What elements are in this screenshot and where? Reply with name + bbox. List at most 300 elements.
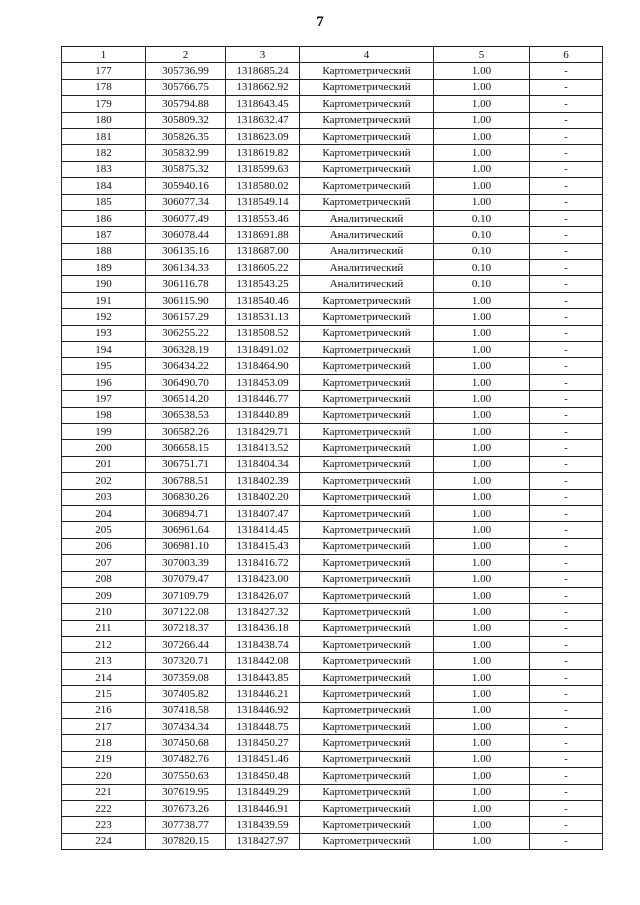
cell-note: - — [530, 833, 603, 849]
cell-method: Картометрический — [300, 735, 434, 751]
cell-point-number: 200 — [62, 440, 146, 456]
cell-accuracy: 1.00 — [434, 358, 530, 374]
cell-point-number: 189 — [62, 260, 146, 276]
cell-point-number: 216 — [62, 702, 146, 718]
cell-x-coordinate: 306788.51 — [146, 473, 226, 489]
cell-note: - — [530, 587, 603, 603]
cell-point-number: 198 — [62, 407, 146, 423]
table-row — [62, 489, 603, 505]
cell-y-coordinate: 1318429.71 — [226, 423, 300, 439]
cell-y-coordinate: 1318449.29 — [226, 784, 300, 800]
cell-method: Картометрический — [300, 620, 434, 636]
cell-x-coordinate: 307109.79 — [146, 587, 226, 603]
cell-point-number: 220 — [62, 768, 146, 784]
table-row — [62, 309, 603, 325]
cell-accuracy: 1.00 — [434, 309, 530, 325]
cell-x-coordinate: 307434.34 — [146, 719, 226, 735]
cell-x-coordinate: 307619.95 — [146, 784, 226, 800]
cell-x-coordinate: 305794.88 — [146, 96, 226, 112]
table-row — [62, 440, 603, 456]
cell-x-coordinate: 306582.26 — [146, 423, 226, 439]
cell-method: Картометрический — [300, 768, 434, 784]
cell-accuracy: 0.10 — [434, 227, 530, 243]
cell-y-coordinate: 1318413.52 — [226, 440, 300, 456]
table-row — [62, 653, 603, 669]
table-row — [62, 178, 603, 194]
cell-point-number: 206 — [62, 538, 146, 554]
cell-method: Картометрический — [300, 637, 434, 653]
cell-method: Картометрический — [300, 407, 434, 423]
table-row — [62, 604, 603, 620]
cell-point-number: 191 — [62, 292, 146, 308]
table-row — [62, 620, 603, 636]
cell-point-number: 209 — [62, 587, 146, 603]
cell-point-number: 188 — [62, 243, 146, 259]
table-row — [62, 79, 603, 95]
cell-y-coordinate: 1318450.27 — [226, 735, 300, 751]
cell-y-coordinate: 1318414.45 — [226, 522, 300, 538]
cell-note: - — [530, 735, 603, 751]
header-col-3: 3 — [226, 47, 300, 63]
header-row — [62, 47, 603, 63]
cell-x-coordinate: 307405.82 — [146, 686, 226, 702]
cell-accuracy: 1.00 — [434, 325, 530, 341]
cell-note: - — [530, 407, 603, 423]
cell-accuracy: 1.00 — [434, 374, 530, 390]
cell-y-coordinate: 1318402.39 — [226, 473, 300, 489]
cell-x-coordinate: 306830.26 — [146, 489, 226, 505]
cell-y-coordinate: 1318491.02 — [226, 342, 300, 358]
cell-accuracy: 0.10 — [434, 243, 530, 259]
cell-accuracy: 1.00 — [434, 178, 530, 194]
header-col-2: 2 — [146, 47, 226, 63]
cell-y-coordinate: 1318508.52 — [226, 325, 300, 341]
cell-y-coordinate: 1318439.59 — [226, 817, 300, 833]
cell-y-coordinate: 1318446.92 — [226, 702, 300, 718]
cell-point-number: 177 — [62, 63, 146, 79]
cell-note: - — [530, 194, 603, 210]
table-row — [62, 719, 603, 735]
cell-y-coordinate: 1318404.34 — [226, 456, 300, 472]
cell-point-number: 185 — [62, 194, 146, 210]
cell-point-number: 193 — [62, 325, 146, 341]
cell-accuracy: 1.00 — [434, 128, 530, 144]
cell-point-number: 190 — [62, 276, 146, 292]
cell-method: Картометрический — [300, 342, 434, 358]
cell-method: Картометрический — [300, 456, 434, 472]
cell-note: - — [530, 276, 603, 292]
cell-point-number: 197 — [62, 391, 146, 407]
cell-method: Аналитический — [300, 260, 434, 276]
cell-y-coordinate: 1318553.46 — [226, 210, 300, 226]
cell-point-number: 186 — [62, 210, 146, 226]
cell-method: Картометрический — [300, 571, 434, 587]
cell-x-coordinate: 307003.39 — [146, 555, 226, 571]
cell-note: - — [530, 423, 603, 439]
cell-method: Картометрический — [300, 96, 434, 112]
header-col-1: 1 — [62, 47, 146, 63]
header-col-4: 4 — [300, 47, 434, 63]
cell-x-coordinate: 306077.34 — [146, 194, 226, 210]
table-row — [62, 768, 603, 784]
cell-note: - — [530, 817, 603, 833]
cell-accuracy: 0.10 — [434, 210, 530, 226]
cell-method: Картометрический — [300, 309, 434, 325]
cell-note: - — [530, 456, 603, 472]
table-row — [62, 227, 603, 243]
cell-y-coordinate: 1318402.20 — [226, 489, 300, 505]
cell-accuracy: 1.00 — [434, 686, 530, 702]
cell-method: Картометрический — [300, 784, 434, 800]
cell-note: - — [530, 784, 603, 800]
cell-y-coordinate: 1318443.85 — [226, 669, 300, 685]
cell-x-coordinate: 307482.76 — [146, 751, 226, 767]
cell-note: - — [530, 243, 603, 259]
cell-accuracy: 0.10 — [434, 276, 530, 292]
header-col-5: 5 — [434, 47, 530, 63]
cell-point-number: 203 — [62, 489, 146, 505]
cell-point-number: 223 — [62, 817, 146, 833]
cell-method: Картометрический — [300, 587, 434, 603]
cell-accuracy: 1.00 — [434, 63, 530, 79]
table-row — [62, 161, 603, 177]
table-row — [62, 833, 603, 849]
cell-x-coordinate: 305940.16 — [146, 178, 226, 194]
cell-note: - — [530, 63, 603, 79]
cell-accuracy: 1.00 — [434, 768, 530, 784]
cell-accuracy: 1.00 — [434, 784, 530, 800]
cell-method: Аналитический — [300, 227, 434, 243]
cell-accuracy: 1.00 — [434, 522, 530, 538]
cell-method: Картометрический — [300, 79, 434, 95]
cell-y-coordinate: 1318691.88 — [226, 227, 300, 243]
cell-y-coordinate: 1318446.91 — [226, 800, 300, 816]
table-body — [62, 63, 603, 850]
cell-x-coordinate: 305766.75 — [146, 79, 226, 95]
cell-accuracy: 1.00 — [434, 145, 530, 161]
cell-method: Аналитический — [300, 243, 434, 259]
cell-point-number: 179 — [62, 96, 146, 112]
cell-x-coordinate: 306116.78 — [146, 276, 226, 292]
cell-method: Картометрический — [300, 686, 434, 702]
cell-note: - — [530, 653, 603, 669]
table-row — [62, 555, 603, 571]
cell-method: Картометрический — [300, 423, 434, 439]
cell-y-coordinate: 1318416.72 — [226, 555, 300, 571]
cell-accuracy: 1.00 — [434, 587, 530, 603]
cell-accuracy: 1.00 — [434, 112, 530, 128]
cell-method: Картометрический — [300, 555, 434, 571]
cell-method: Картометрический — [300, 505, 434, 521]
page-number: 7 — [316, 14, 324, 30]
cell-x-coordinate: 305875.32 — [146, 161, 226, 177]
cell-point-number: 213 — [62, 653, 146, 669]
cell-x-coordinate: 306894.71 — [146, 505, 226, 521]
cell-note: - — [530, 669, 603, 685]
cell-point-number: 180 — [62, 112, 146, 128]
cell-x-coordinate: 306255.22 — [146, 325, 226, 341]
cell-accuracy: 1.00 — [434, 800, 530, 816]
cell-accuracy: 1.00 — [434, 194, 530, 210]
cell-method: Картометрический — [300, 128, 434, 144]
cell-x-coordinate: 307550.63 — [146, 768, 226, 784]
cell-point-number: 201 — [62, 456, 146, 472]
cell-accuracy: 1.00 — [434, 505, 530, 521]
cell-x-coordinate: 306115.90 — [146, 292, 226, 308]
cell-y-coordinate: 1318448.75 — [226, 719, 300, 735]
cell-y-coordinate: 1318438.74 — [226, 637, 300, 653]
cell-note: - — [530, 620, 603, 636]
cell-x-coordinate: 306961.64 — [146, 522, 226, 538]
cell-note: - — [530, 128, 603, 144]
table-row — [62, 342, 603, 358]
cell-accuracy: 1.00 — [434, 571, 530, 587]
cell-accuracy: 1.00 — [434, 292, 530, 308]
table-row — [62, 325, 603, 341]
cell-accuracy: 1.00 — [434, 96, 530, 112]
table-row — [62, 243, 603, 259]
cell-point-number: 218 — [62, 735, 146, 751]
cell-y-coordinate: 1318446.77 — [226, 391, 300, 407]
cell-note: - — [530, 178, 603, 194]
table-row — [62, 292, 603, 308]
cell-note: - — [530, 374, 603, 390]
cell-method: Картометрический — [300, 751, 434, 767]
table-row — [62, 260, 603, 276]
cell-accuracy: 1.00 — [434, 538, 530, 554]
cell-note: - — [530, 227, 603, 243]
cell-note: - — [530, 637, 603, 653]
cell-method: Картометрический — [300, 489, 434, 505]
cell-x-coordinate: 305809.32 — [146, 112, 226, 128]
cell-y-coordinate: 1318605.22 — [226, 260, 300, 276]
cell-y-coordinate: 1318427.97 — [226, 833, 300, 849]
cell-accuracy: 1.00 — [434, 456, 530, 472]
table-row — [62, 702, 603, 718]
cell-note: - — [530, 325, 603, 341]
table-row — [62, 522, 603, 538]
cell-point-number: 221 — [62, 784, 146, 800]
cell-note: - — [530, 79, 603, 95]
table-row — [62, 407, 603, 423]
table-row — [62, 96, 603, 112]
cell-point-number: 181 — [62, 128, 146, 144]
cell-x-coordinate: 306157.29 — [146, 309, 226, 325]
cell-note: - — [530, 112, 603, 128]
cell-point-number: 215 — [62, 686, 146, 702]
cell-point-number: 196 — [62, 374, 146, 390]
cell-y-coordinate: 1318685.24 — [226, 63, 300, 79]
cell-method: Картометрический — [300, 604, 434, 620]
table-row — [62, 63, 603, 79]
cell-point-number: 210 — [62, 604, 146, 620]
cell-point-number: 217 — [62, 719, 146, 735]
cell-note: - — [530, 702, 603, 718]
cell-y-coordinate: 1318436.18 — [226, 620, 300, 636]
cell-accuracy: 1.00 — [434, 653, 530, 669]
cell-note: - — [530, 309, 603, 325]
table-row — [62, 735, 603, 751]
cell-point-number: 183 — [62, 161, 146, 177]
cell-accuracy: 1.00 — [434, 833, 530, 849]
cell-note: - — [530, 145, 603, 161]
cell-method: Картометрический — [300, 817, 434, 833]
cell-accuracy: 1.00 — [434, 702, 530, 718]
table-row — [62, 210, 603, 226]
cell-y-coordinate: 1318446.21 — [226, 686, 300, 702]
cell-accuracy: 1.00 — [434, 555, 530, 571]
cell-method: Картометрический — [300, 653, 434, 669]
cell-y-coordinate: 1318531.13 — [226, 309, 300, 325]
table-row — [62, 145, 603, 161]
cell-point-number: 214 — [62, 669, 146, 685]
cell-note: - — [530, 489, 603, 505]
table-row — [62, 276, 603, 292]
cell-y-coordinate: 1318464.90 — [226, 358, 300, 374]
cell-method: Картометрический — [300, 473, 434, 489]
cell-accuracy: 1.00 — [434, 637, 530, 653]
cell-y-coordinate: 1318540.46 — [226, 292, 300, 308]
cell-method: Картометрический — [300, 719, 434, 735]
table-row — [62, 505, 603, 521]
cell-y-coordinate: 1318407.47 — [226, 505, 300, 521]
table-row — [62, 800, 603, 816]
cell-point-number: 184 — [62, 178, 146, 194]
cell-y-coordinate: 1318442.08 — [226, 653, 300, 669]
cell-y-coordinate: 1318549.14 — [226, 194, 300, 210]
cell-note: - — [530, 210, 603, 226]
cell-method: Картометрический — [300, 325, 434, 341]
cell-x-coordinate: 307266.44 — [146, 637, 226, 653]
table-row — [62, 669, 603, 685]
cell-method: Картометрический — [300, 358, 434, 374]
cell-point-number: 212 — [62, 637, 146, 653]
cell-x-coordinate: 306658.15 — [146, 440, 226, 456]
cell-x-coordinate: 306328.19 — [146, 342, 226, 358]
cell-y-coordinate: 1318643.45 — [226, 96, 300, 112]
cell-x-coordinate: 307359.08 — [146, 669, 226, 685]
table-row — [62, 391, 603, 407]
cell-accuracy: 1.00 — [434, 161, 530, 177]
cell-x-coordinate: 306514.20 — [146, 391, 226, 407]
cell-accuracy: 1.00 — [434, 817, 530, 833]
cell-x-coordinate: 307218.37 — [146, 620, 226, 636]
cell-x-coordinate: 307079.47 — [146, 571, 226, 587]
cell-y-coordinate: 1318580.02 — [226, 178, 300, 194]
cell-point-number: 208 — [62, 571, 146, 587]
cell-accuracy: 1.00 — [434, 751, 530, 767]
cell-accuracy: 1.00 — [434, 391, 530, 407]
cell-point-number: 199 — [62, 423, 146, 439]
cell-accuracy: 1.00 — [434, 620, 530, 636]
cell-method: Картометрический — [300, 800, 434, 816]
cell-x-coordinate: 307418.58 — [146, 702, 226, 718]
cell-point-number: 194 — [62, 342, 146, 358]
cell-method: Картометрический — [300, 63, 434, 79]
cell-method: Картометрический — [300, 178, 434, 194]
cell-note: - — [530, 260, 603, 276]
cell-point-number: 222 — [62, 800, 146, 816]
cell-point-number: 187 — [62, 227, 146, 243]
cell-x-coordinate: 306078.44 — [146, 227, 226, 243]
cell-y-coordinate: 1318662.92 — [226, 79, 300, 95]
header-col-6: 6 — [530, 47, 603, 63]
cell-x-coordinate: 305736.99 — [146, 63, 226, 79]
cell-note: - — [530, 391, 603, 407]
cell-accuracy: 1.00 — [434, 669, 530, 685]
cell-accuracy: 1.00 — [434, 489, 530, 505]
cell-point-number: 224 — [62, 833, 146, 849]
table-row — [62, 571, 603, 587]
table-row — [62, 751, 603, 767]
cell-note: - — [530, 751, 603, 767]
cell-y-coordinate: 1318599.63 — [226, 161, 300, 177]
cell-x-coordinate: 305826.35 — [146, 128, 226, 144]
table-row — [62, 686, 603, 702]
cell-method: Аналитический — [300, 276, 434, 292]
cell-x-coordinate: 306751.71 — [146, 456, 226, 472]
cell-note: - — [530, 342, 603, 358]
cell-note: - — [530, 440, 603, 456]
cell-accuracy: 1.00 — [434, 440, 530, 456]
cell-method: Картометрический — [300, 440, 434, 456]
cell-x-coordinate: 307450.68 — [146, 735, 226, 751]
cell-x-coordinate: 305832.99 — [146, 145, 226, 161]
cell-note: - — [530, 522, 603, 538]
cell-note: - — [530, 292, 603, 308]
cell-method: Картометрический — [300, 194, 434, 210]
cell-note: - — [530, 604, 603, 620]
cell-x-coordinate: 306981.10 — [146, 538, 226, 554]
cell-x-coordinate: 307320.71 — [146, 653, 226, 669]
cell-note: - — [530, 555, 603, 571]
cell-point-number: 211 — [62, 620, 146, 636]
cell-x-coordinate: 307122.08 — [146, 604, 226, 620]
cell-method: Аналитический — [300, 210, 434, 226]
cell-point-number: 182 — [62, 145, 146, 161]
table-row — [62, 128, 603, 144]
table-row — [62, 817, 603, 833]
cell-point-number: 195 — [62, 358, 146, 374]
cell-x-coordinate: 306434.22 — [146, 358, 226, 374]
cell-note: - — [530, 538, 603, 554]
cell-y-coordinate: 1318632.47 — [226, 112, 300, 128]
cell-note: - — [530, 473, 603, 489]
cell-x-coordinate: 306135.16 — [146, 243, 226, 259]
cell-note: - — [530, 505, 603, 521]
cell-accuracy: 1.00 — [434, 79, 530, 95]
cell-accuracy: 1.00 — [434, 473, 530, 489]
table-row — [62, 423, 603, 439]
cell-x-coordinate: 307673.26 — [146, 800, 226, 816]
cell-y-coordinate: 1318453.09 — [226, 374, 300, 390]
cell-point-number: 205 — [62, 522, 146, 538]
cell-note: - — [530, 800, 603, 816]
cell-note: - — [530, 96, 603, 112]
cell-accuracy: 1.00 — [434, 719, 530, 735]
cell-accuracy: 1.00 — [434, 423, 530, 439]
cell-x-coordinate: 306538.53 — [146, 407, 226, 423]
cell-point-number: 219 — [62, 751, 146, 767]
cell-point-number: 192 — [62, 309, 146, 325]
table-row — [62, 473, 603, 489]
cell-method: Картометрический — [300, 702, 434, 718]
cell-method: Картометрический — [300, 374, 434, 390]
cell-method: Картометрический — [300, 292, 434, 308]
cell-point-number: 178 — [62, 79, 146, 95]
cell-method: Картометрический — [300, 833, 434, 849]
cell-y-coordinate: 1318427.32 — [226, 604, 300, 620]
